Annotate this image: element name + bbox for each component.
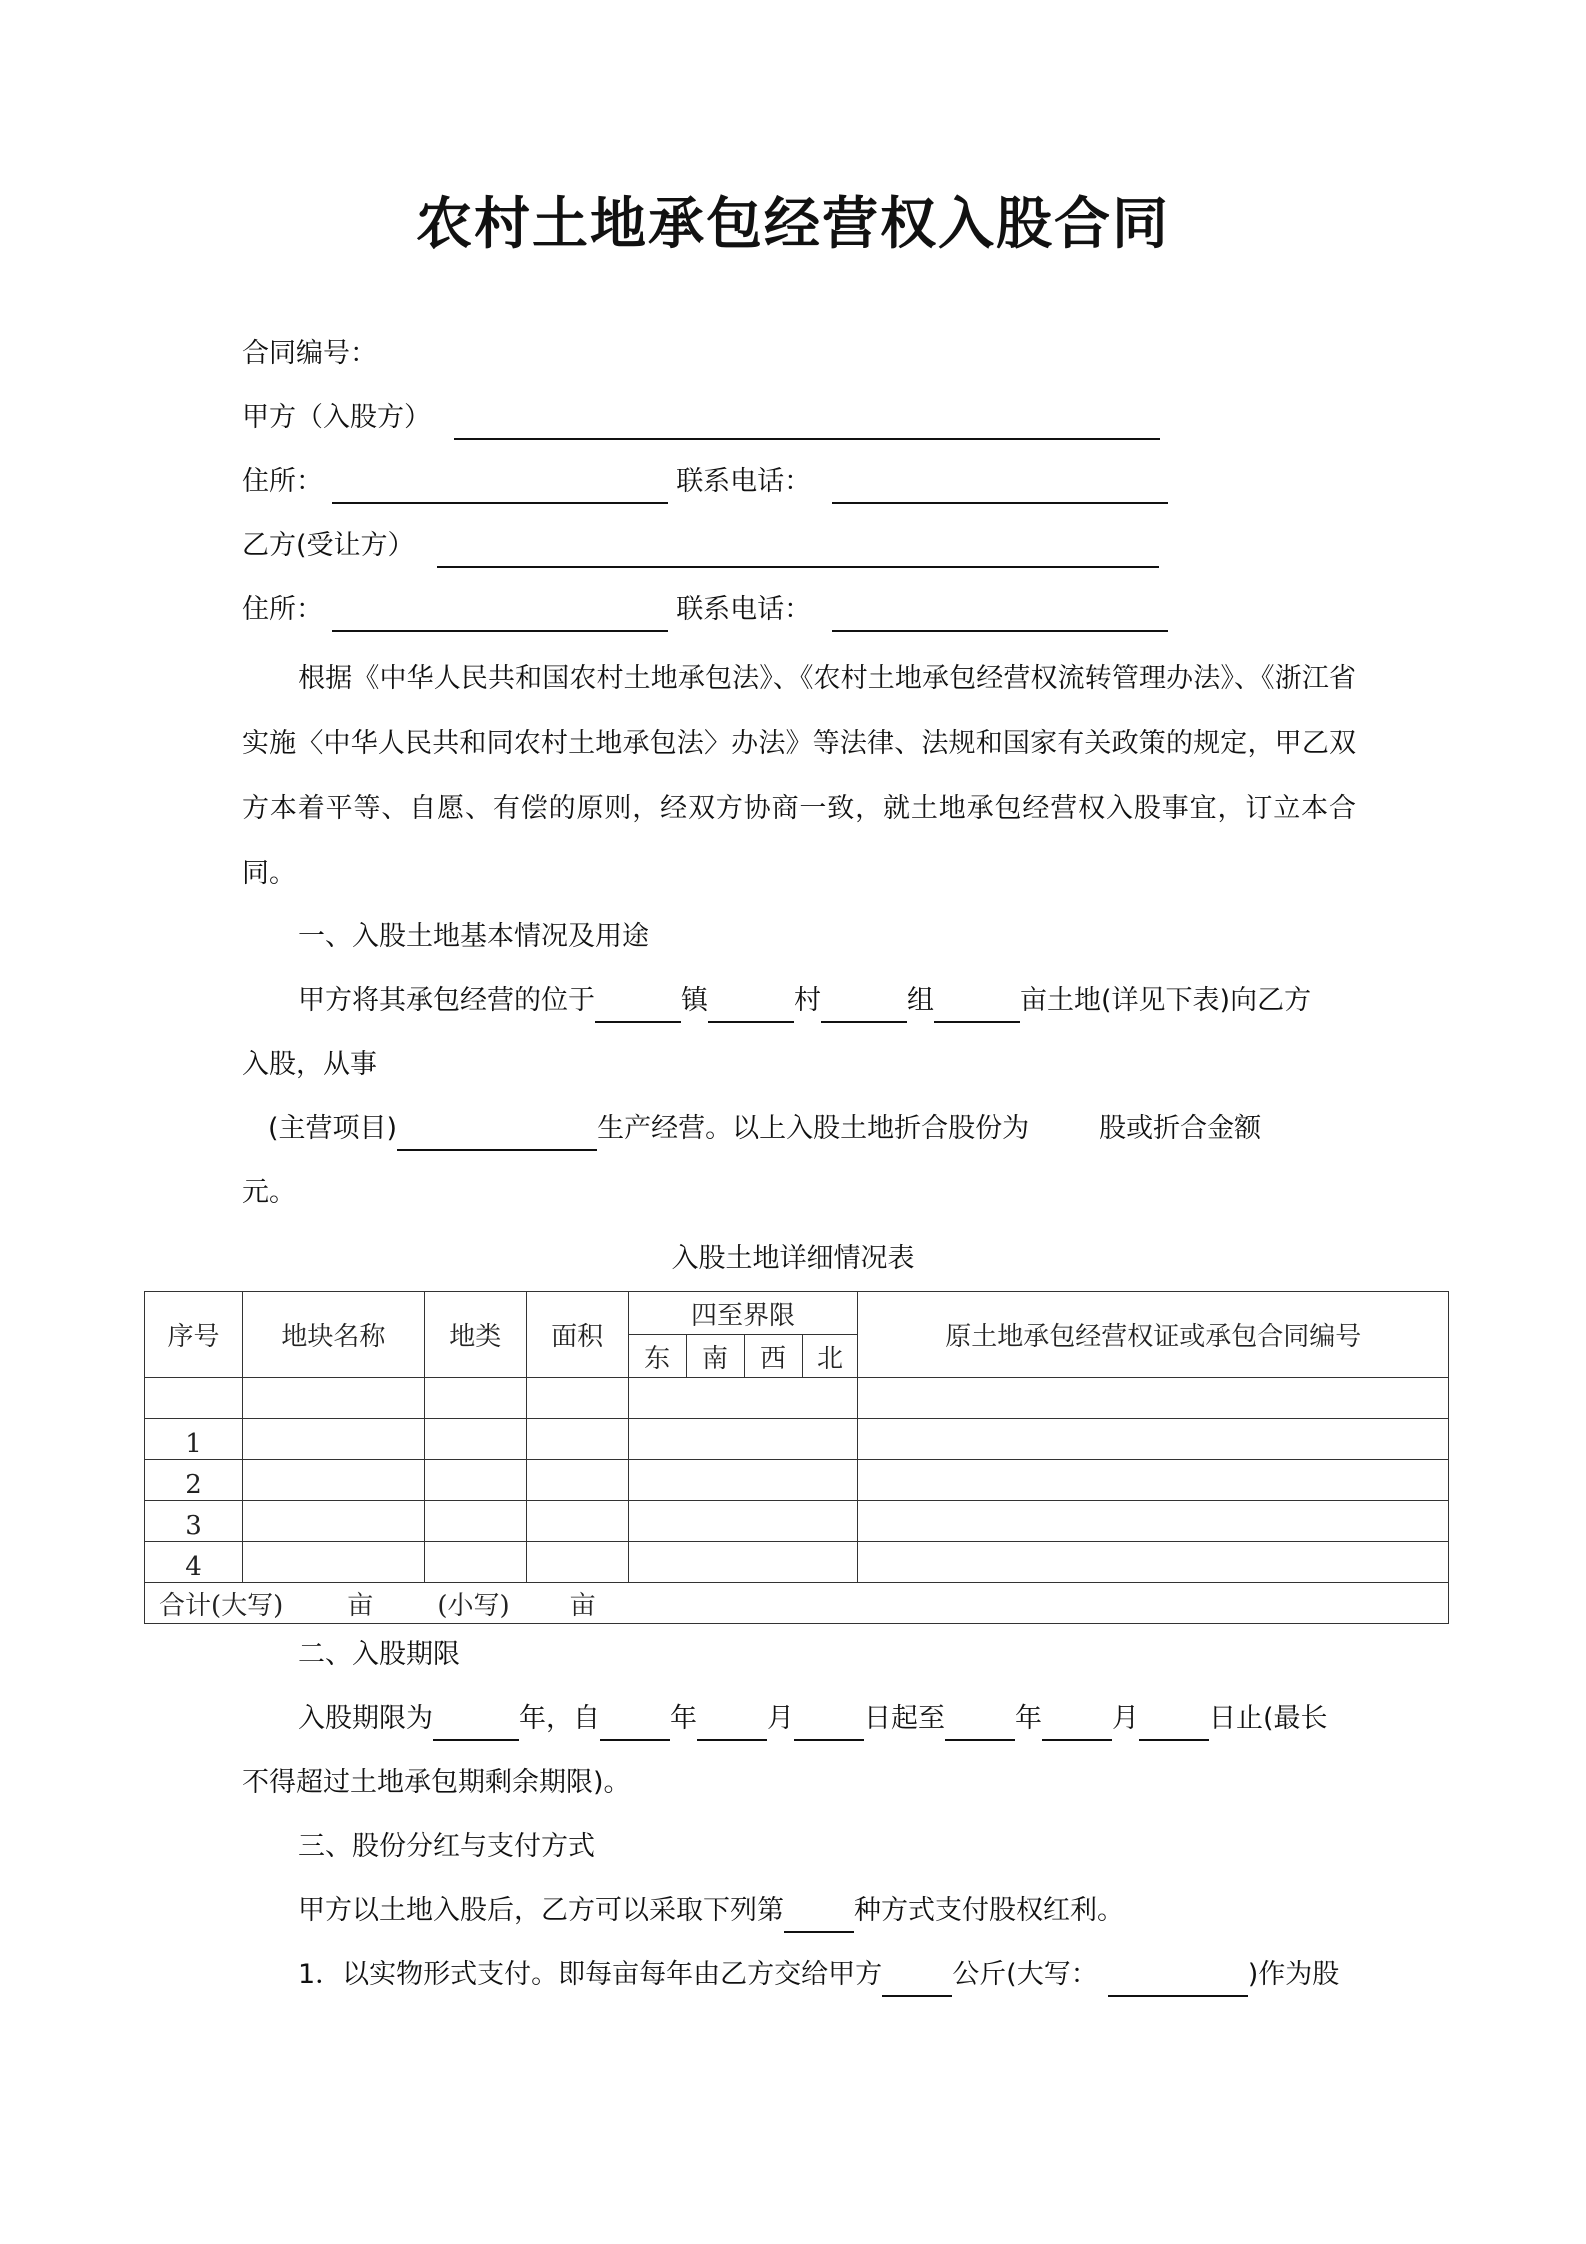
s2-from: 日起至	[864, 1703, 945, 1734]
header-seq: 序号	[145, 1292, 243, 1378]
section1-shares-line	[268, 1107, 1261, 1151]
s3-text-b: 种方式支付股权红利。	[854, 1895, 1124, 1926]
end-month-blank[interactable]	[1042, 1705, 1112, 1741]
cell-plot-name[interactable]	[242, 1419, 424, 1460]
cell-land-type[interactable]	[424, 1460, 526, 1501]
s2-m: 月	[767, 1703, 794, 1734]
section2-limit-line: 不得超过土地承包期剩余期限)。	[242, 1767, 631, 1798]
header-boundaries: 四至界限	[628, 1292, 858, 1335]
end-year-blank[interactable]	[945, 1705, 1015, 1741]
table-row	[145, 1419, 1449, 1460]
cell-area[interactable]	[526, 1542, 628, 1583]
s2-y: 年	[670, 1703, 697, 1734]
s1-text-b: 亩土地(详见下表)向乙方	[1020, 985, 1312, 1016]
party-b-phone-blank[interactable]	[832, 596, 1168, 632]
section3-item1-line	[298, 1953, 1339, 1997]
total-mu-1: 亩	[347, 1590, 374, 1621]
section1-yuan-line: 元。	[242, 1177, 296, 1208]
party-b-address-blank[interactable]	[332, 596, 668, 632]
document-title: 农村土地承包经营权入股合同	[416, 192, 1170, 257]
header-south: 南	[686, 1335, 744, 1378]
table-title: 入股土地详细情况表	[671, 1243, 915, 1274]
cell-cert-no[interactable]	[858, 1542, 1449, 1583]
end-day-blank[interactable]	[1139, 1705, 1209, 1741]
cell-boundaries[interactable]	[628, 1460, 858, 1501]
cell-boundaries[interactable]	[628, 1378, 858, 1419]
table-row	[145, 1542, 1449, 1583]
acre-blank[interactable]	[934, 987, 1020, 1023]
section2-term-line	[298, 1697, 1328, 1741]
cell-cert-no[interactable]	[858, 1378, 1449, 1419]
party-b-phone-label: 联系电话：	[676, 594, 812, 625]
party-b-line	[242, 524, 1159, 568]
cell-boundaries[interactable]	[628, 1501, 858, 1542]
party-b-label: 乙方(受让方）	[242, 530, 415, 561]
s2-m2: 月	[1112, 1703, 1139, 1734]
total-label: 合计(大写)	[159, 1590, 284, 1621]
cell-land-type[interactable]	[424, 1419, 526, 1460]
header-plot-name: 地块名称	[242, 1292, 424, 1378]
header-east: 东	[628, 1335, 686, 1378]
header-west: 西	[744, 1335, 802, 1378]
main-project-blank[interactable]	[397, 1115, 597, 1151]
cell-plot-name[interactable]	[242, 1501, 424, 1542]
total-cell[interactable]	[145, 1583, 1449, 1624]
section1-heading: 一、入股土地基本情况及用途	[298, 921, 649, 952]
cell-area[interactable]	[526, 1501, 628, 1542]
s2-y2: 年	[1015, 1703, 1042, 1734]
section3-heading: 三、股份分红与支付方式	[298, 1831, 595, 1862]
section1-purpose-line: 入股，从事	[242, 1049, 377, 1080]
kg-blank[interactable]	[882, 1961, 952, 1997]
party-a-label: 甲方（入股方）	[242, 402, 431, 433]
land-details-table	[144, 1291, 1449, 1624]
total-mu-2: 亩	[569, 1590, 596, 1621]
row-seq: 4	[145, 1542, 243, 1583]
header-north: 北	[802, 1335, 858, 1378]
cell-area[interactable]	[526, 1460, 628, 1501]
cell-area[interactable]	[526, 1419, 628, 1460]
s2-end: 日止(最长	[1209, 1703, 1328, 1734]
s3-item1-text-a: 1．以实物形式支付。即每亩每年由乙方交给甲方	[298, 1959, 883, 1990]
party-b-blank[interactable]	[437, 532, 1159, 568]
table-row	[145, 1501, 1449, 1542]
s1-amount-text: 股或折合金额	[1099, 1113, 1262, 1144]
s2-year-from: 年，自	[519, 1703, 600, 1734]
term-years-blank[interactable]	[433, 1705, 519, 1741]
row-seq: 3	[145, 1501, 243, 1542]
cell-area[interactable]	[526, 1378, 628, 1419]
row-seq	[145, 1378, 243, 1419]
cell-boundaries[interactable]	[628, 1419, 858, 1460]
party-a-phone-label: 联系电话：	[676, 466, 812, 497]
party-a-blank[interactable]	[454, 404, 1160, 440]
contract-number-line	[242, 332, 377, 376]
party-a-address-line	[242, 460, 1168, 504]
row-seq: 2	[145, 1460, 243, 1501]
start-day-blank[interactable]	[794, 1705, 864, 1741]
s3-text-a: 甲方以土地入股后，乙方可以采取下列第	[298, 1895, 784, 1926]
method-number-blank[interactable]	[784, 1897, 854, 1933]
s1-shares-text: 生产经营。以上入股土地折合股份为	[597, 1113, 1030, 1144]
s3-item1-text-c: )作为股	[1247, 1959, 1340, 1990]
main-project-label: (主营项目)	[268, 1113, 398, 1144]
village-blank[interactable]	[708, 987, 794, 1023]
s1-village-label: 村	[794, 985, 821, 1016]
s1-text-a: 甲方将其承包经营的位于	[298, 985, 595, 1016]
town-blank[interactable]	[595, 987, 681, 1023]
section1-location-line	[298, 979, 1311, 1023]
header-cert-no: 原土地承包经营权证或承包合同编号	[858, 1292, 1449, 1378]
start-year-blank[interactable]	[600, 1705, 670, 1741]
row-seq: 1	[145, 1419, 243, 1460]
section2-heading: 二、入股期限	[298, 1639, 460, 1670]
cell-plot-name[interactable]	[242, 1460, 424, 1501]
party-b-address-line	[242, 588, 1168, 632]
s1-group-label: 组	[907, 985, 934, 1016]
cell-land-type[interactable]	[424, 1501, 526, 1542]
cell-land-type[interactable]	[424, 1378, 526, 1419]
header-area: 面积	[526, 1292, 628, 1378]
table-total-row	[145, 1583, 1449, 1624]
party-a-address-blank[interactable]	[332, 468, 668, 504]
start-month-blank[interactable]	[697, 1705, 767, 1741]
header-land-type: 地类	[424, 1292, 526, 1378]
cell-cert-no[interactable]	[858, 1501, 1449, 1542]
s2-text-a: 入股期限为	[298, 1703, 433, 1734]
party-a-phone-blank[interactable]	[832, 468, 1168, 504]
cell-boundaries[interactable]	[628, 1542, 858, 1583]
s3-item1-text-b: 公斤(大写：	[952, 1959, 1098, 1990]
cell-plot-name[interactable]	[242, 1378, 424, 1419]
kg-uppercase-blank[interactable]	[1108, 1961, 1248, 1997]
section3-method-line	[298, 1889, 1124, 1933]
group-blank[interactable]	[821, 987, 907, 1023]
table-row	[145, 1460, 1449, 1501]
cell-cert-no[interactable]	[858, 1419, 1449, 1460]
party-a-line	[242, 396, 1160, 440]
contract-number-label: 合同编号：	[242, 338, 377, 369]
table-row	[145, 1378, 1449, 1419]
s1-town-label: 镇	[681, 985, 708, 1016]
party-b-address-label: 住所：	[242, 594, 323, 625]
cell-cert-no[interactable]	[858, 1460, 1449, 1501]
cell-plot-name[interactable]	[242, 1542, 424, 1583]
preamble-text: 根据《中华人民共和国农村土地承包法》、《农村土地承包经营权流转管理办法》、《浙江省实施〈中华人民共和同农村土地承包法〉办法》等法律、法规和国家有关政策的规定，甲乙双方本着平等、自愿、有偿的原则，经双方协商一致，就土地承包经营权入股事宜，订立本合同。	[242, 663, 1356, 889]
party-a-address-label: 住所：	[242, 466, 323, 497]
preamble-paragraph	[242, 646, 1356, 906]
cell-land-type[interactable]	[424, 1542, 526, 1583]
total-small-label: (小写)	[437, 1590, 510, 1621]
